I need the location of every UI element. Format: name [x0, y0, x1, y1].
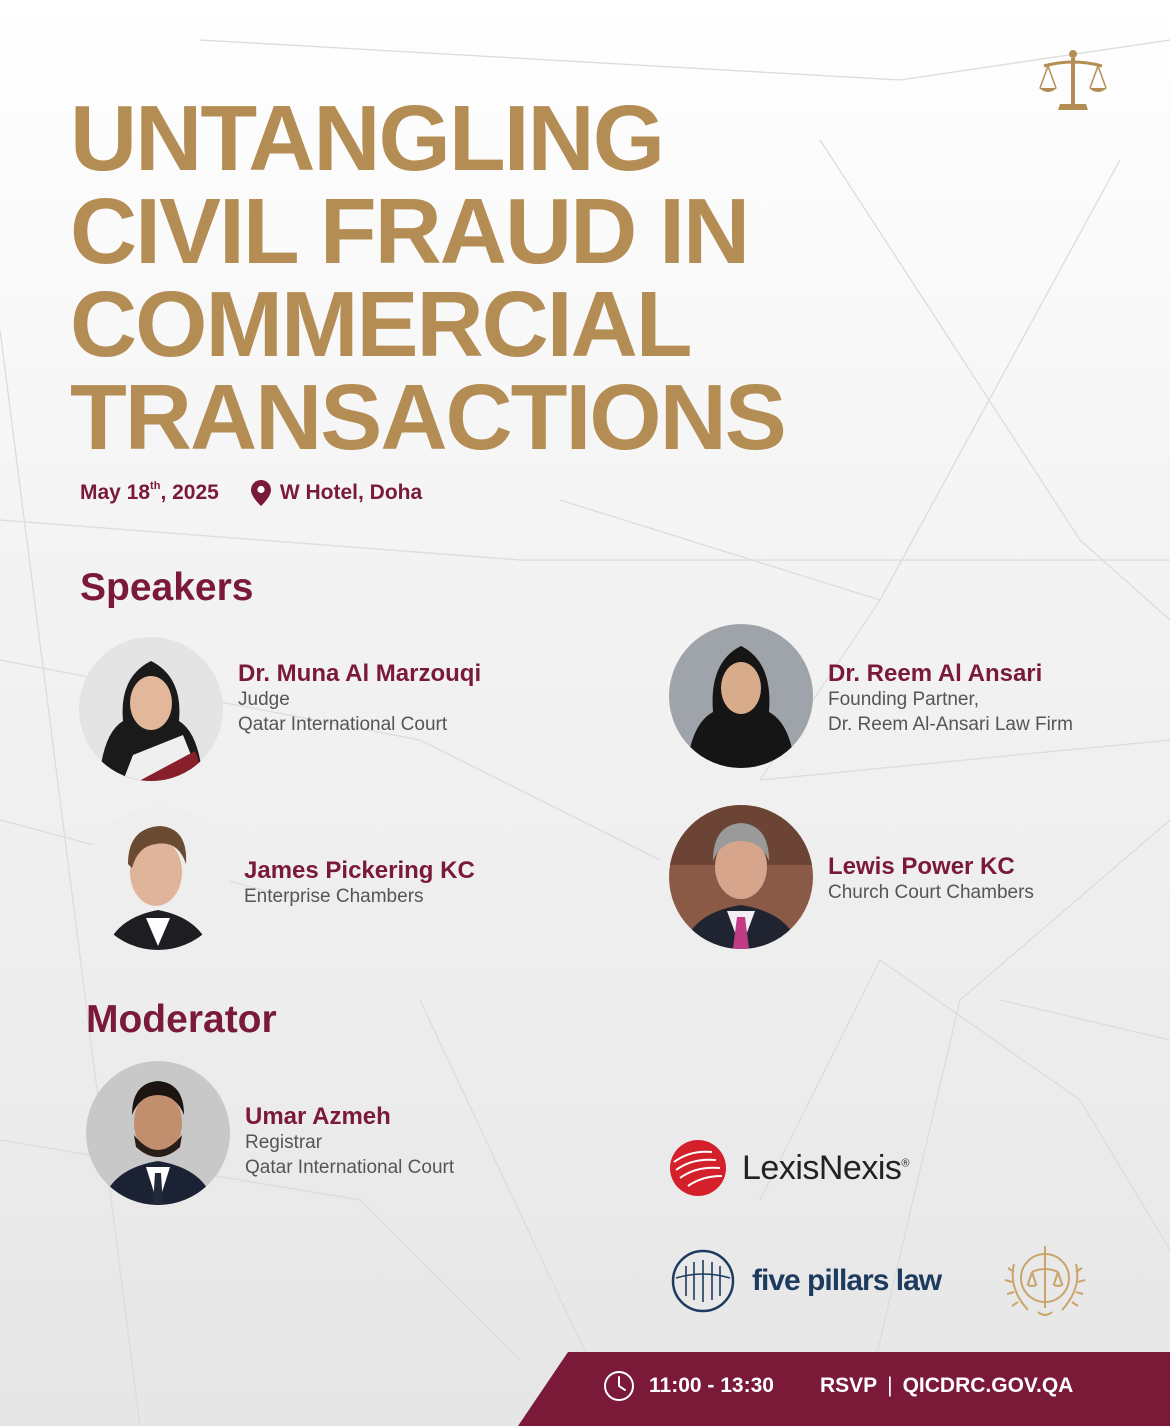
rsvp-label: RSVP: [819, 1374, 878, 1397]
moderator-name: Umar Azmeh: [245, 1103, 391, 1130]
court-emblem-icon: [1000, 1232, 1090, 1324]
event-date: May 18th, 2025: [80, 480, 219, 504]
location-pin-icon: [251, 480, 271, 506]
rsvp-website-link[interactable]: QICDRC.GOV.QA: [902, 1374, 1074, 1397]
speaker-name: Dr. Muna Al Marzouqi: [238, 660, 482, 687]
speaker-card-reem: [828, 660, 1073, 737]
speaker-card-muna: [238, 660, 481, 737]
speaker-card-james: [244, 857, 475, 909]
speaker-name: James Pickering KC: [244, 857, 475, 884]
speaker-avatar-james: [86, 806, 230, 950]
event-meta: [80, 478, 422, 508]
speaker-role: Judge: [238, 689, 290, 710]
rsvp-separator: |: [887, 1374, 893, 1397]
speaker-organisation: Church Court Chambers: [828, 882, 1034, 903]
speaker-name: Dr. Reem Al Ansari: [828, 660, 1043, 687]
title-line-4: TRANSACTIONS: [70, 365, 785, 469]
speaker-organisation: Dr. Reem Al-Ansari Law Firm: [828, 714, 1073, 735]
speaker-avatar-lewis: [669, 805, 813, 949]
title-line-3: COMMERCIAL: [70, 272, 691, 376]
lexisnexis-registered-mark: ®: [901, 1157, 909, 1170]
footer-info: [603, 1368, 1073, 1404]
speaker-avatar-muna: [79, 637, 223, 781]
speaker-avatar-reem: [669, 624, 813, 768]
moderator-heading: Moderator: [86, 998, 277, 1041]
speaker-organisation: Enterprise Chambers: [244, 886, 424, 907]
title-line-1: UNTANGLING: [70, 86, 664, 190]
moderator-card-umar: [245, 1103, 454, 1180]
five-pillars-law-logo: [670, 1248, 941, 1314]
event-title: [70, 86, 810, 469]
five-pillars-emblem-icon: [670, 1248, 736, 1314]
speaker-role: Founding Partner,: [828, 689, 980, 710]
five-pillars-law-name: five pillars law: [752, 1264, 942, 1297]
lexisnexis-logo: [668, 1138, 909, 1198]
speaker-card-lewis: [828, 853, 1034, 905]
lexisnexis-icon: [668, 1138, 728, 1198]
clock-icon: [603, 1370, 635, 1402]
speaker-name: Lewis Power KC: [828, 853, 1015, 880]
event-location: W Hotel, Doha: [279, 481, 423, 504]
moderator-role: Registrar: [245, 1132, 323, 1153]
speaker-organisation: Qatar International Court: [238, 714, 448, 735]
event-time: 11:00 - 13:30: [649, 1374, 774, 1397]
scales-of-justice-icon: [1038, 48, 1108, 114]
moderator-organisation: Qatar International Court: [245, 1157, 455, 1178]
speakers-heading: Speakers: [80, 566, 254, 609]
lexisnexis-name: LexisNexis: [742, 1148, 902, 1187]
title-line-2: CIVIL FRAUD IN: [70, 179, 749, 283]
moderator-avatar-umar: [86, 1061, 230, 1205]
